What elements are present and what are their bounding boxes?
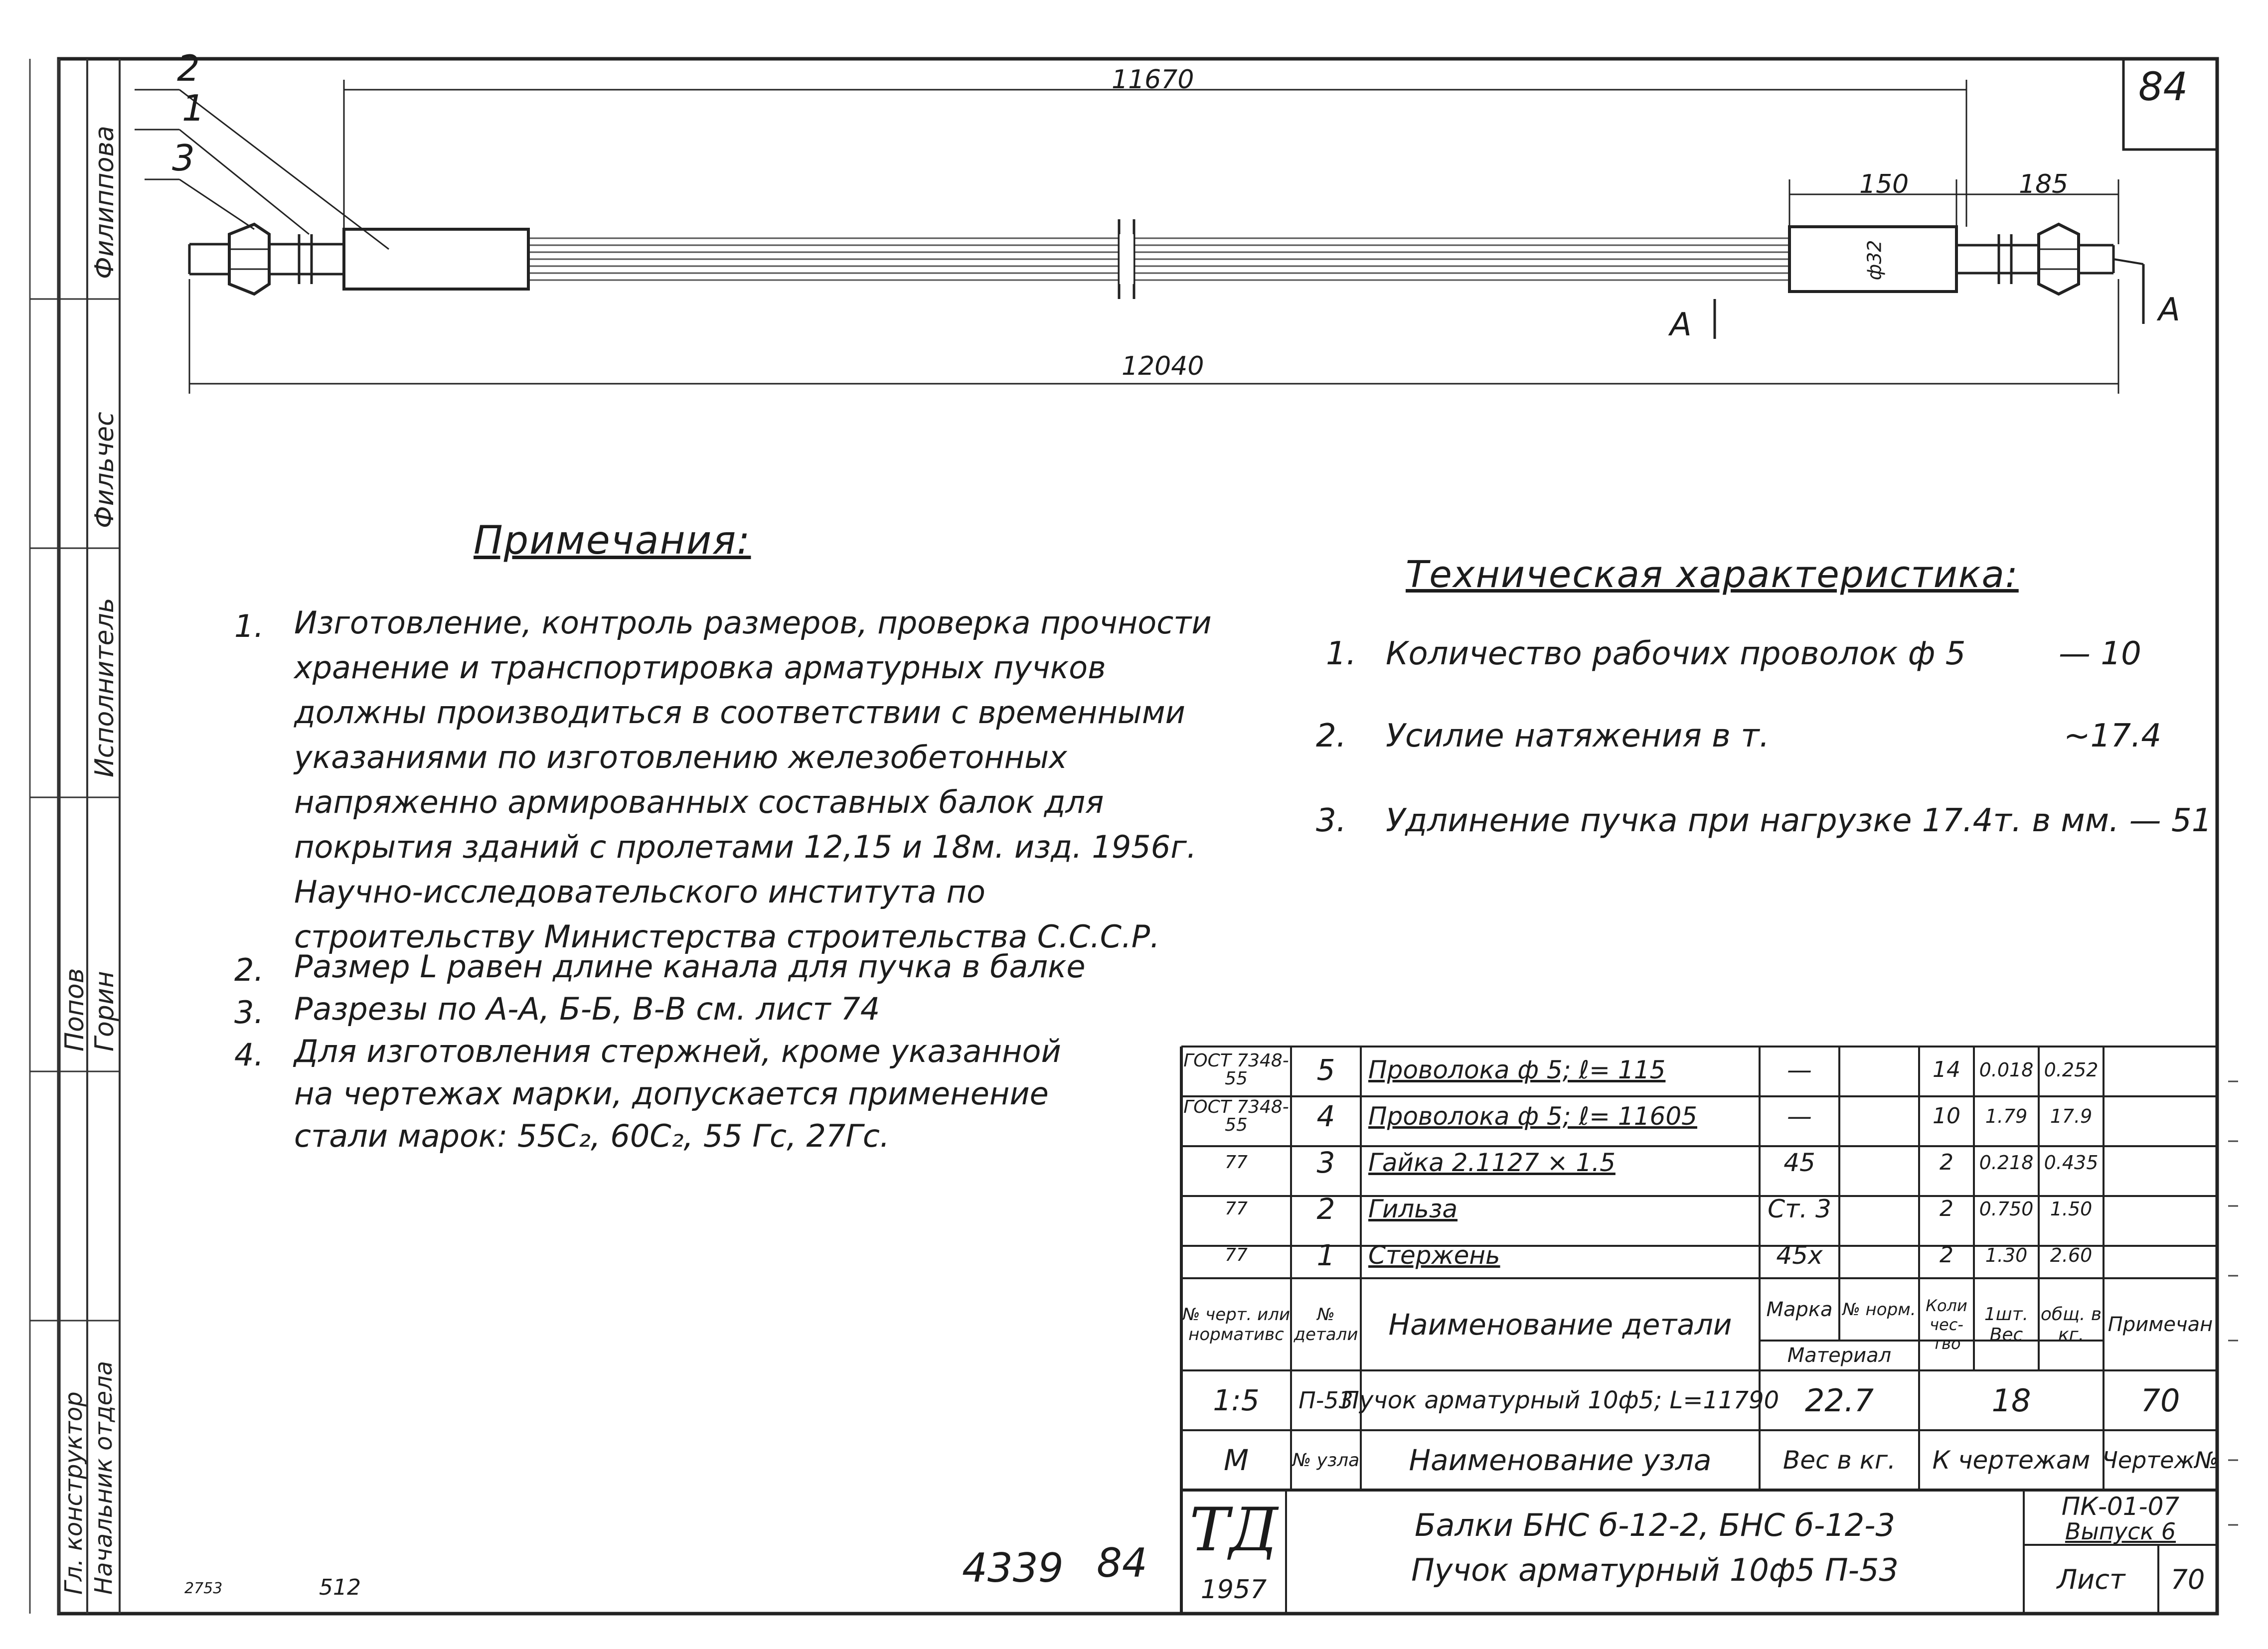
callout-3: 3: [172, 137, 195, 179]
callout-1: 1: [182, 87, 205, 129]
note-1-line-7: Научно-исследовательского института по: [294, 874, 985, 910]
tech-1-value: — 10: [2059, 635, 2141, 672]
note-1-line-3: должны производиться в соответствии с временными: [294, 694, 1185, 731]
asmh-drawing: Чертеж№: [2102, 1447, 2219, 1474]
asm-scale: 1:5: [1213, 1383, 1260, 1417]
spec-row-total: 0.252: [2044, 1058, 2099, 1081]
spec-row-pos: 1: [1316, 1238, 1335, 1272]
note-4-line-1: Для изготовления стержней, кроме указанной: [294, 1033, 1061, 1069]
asmh-weight: Вес в кг.: [1782, 1446, 1896, 1475]
hdr-unit: 1шт. Вес: [1984, 1304, 2029, 1345]
spec-row-mat: 45х: [1776, 1240, 1823, 1270]
spec-row-name: Проволока ф 5; ℓ= 11605: [1368, 1101, 1697, 1131]
hdr-name: Наименование детали: [1388, 1307, 1732, 1342]
note-1-line-5: напряженно армированных составных балок для: [294, 784, 1104, 820]
strip-role-3: Исполнитель: [90, 598, 120, 777]
asm-drawing: 70: [2140, 1382, 2180, 1419]
note-1-line-8: строительству Министерства строительства С.С.С.Р.: [294, 918, 1160, 955]
spec-row-name: Стержень: [1368, 1240, 1500, 1270]
dim-bottom: 12040: [1122, 351, 1204, 381]
tech-2-num: 2.: [1316, 718, 1347, 754]
spec-row-name: Гильза: [1368, 1194, 1458, 1223]
spec-row-unit: 1.30: [1985, 1244, 2028, 1266]
asmh-to-drawing: К чертежам: [1932, 1446, 2091, 1475]
spec-row-qty: 14: [1933, 1057, 1960, 1082]
strip-role-7: Начальник отдела: [90, 1360, 118, 1595]
asmh-scale: М: [1223, 1443, 1249, 1477]
title-year: 1957: [1200, 1575, 1267, 1605]
spec-row-mat: —: [1787, 1101, 1812, 1131]
spec-row-std: ГОСТ 7348-55: [1183, 1050, 1289, 1089]
spec-row-total: 0.435: [2044, 1151, 2099, 1174]
spec-row-unit: 0.750: [1979, 1198, 2034, 1220]
note-1-line-2: хранение и транспортировка арматурных пучков: [294, 649, 1106, 686]
strip-name-5: Горин: [90, 971, 120, 1051]
spec-row-total: 17.9: [2050, 1105, 2093, 1127]
spec-row-std: 77: [1225, 1244, 1248, 1265]
asm-weight: 22.7: [1804, 1382, 1874, 1419]
dim-diameter: ф32: [1863, 240, 1886, 281]
hdr-qty: Коли чес- тво: [1926, 1296, 1967, 1353]
spec-row-mat: Ст. 3: [1768, 1194, 1831, 1223]
spec-row-pos: 2: [1316, 1192, 1335, 1226]
spec-row-name: Гайка 2.1127 × 1.5: [1368, 1148, 1616, 1177]
sheet-number-top: 84: [2138, 65, 2188, 110]
note-4-line-2: на чертежах марки, допускается применение: [294, 1075, 1049, 1112]
note-1-line-1: Изготовление, контроль размеров, проверка прочности: [294, 604, 1212, 641]
title-series: ПК-01-07: [2061, 1492, 2180, 1521]
dim-150: 150: [1859, 169, 1909, 199]
asmh-name: Наименование узла: [1409, 1443, 1712, 1477]
bottom-tiny-mark: 2753: [184, 1580, 223, 1597]
spec-row-std: 77: [1225, 1198, 1248, 1219]
note-2-num: 2.: [234, 952, 264, 988]
strip-name-2: Фильчес: [90, 412, 120, 528]
note-1-line-4: указаниями по изготовлению железобетонных: [294, 739, 1067, 775]
note-1-line-6: покрытия зданий с пролетами 12,15 и 18м. изд. 1956г.: [294, 829, 1197, 865]
inventory-number-2: 84: [1097, 1540, 1147, 1586]
spec-row-unit: 0.218: [1979, 1151, 2034, 1174]
tech-1-text: Количество рабочих проволок ф 5: [1386, 635, 1966, 672]
spec-row-std: 77: [1225, 1152, 1248, 1173]
note-3-num: 3.: [234, 994, 264, 1031]
note-3-line-1: Разрезы по А-А, Б-Б, В-В см. лист 74: [294, 991, 880, 1027]
tech-3-text: Удлинение пучка при нагрузке 17.4т. в мм. — 51: [1386, 802, 2212, 839]
tech-1-num: 1.: [1326, 635, 1357, 672]
spec-row-std: ГОСТ 7348-55: [1183, 1096, 1289, 1135]
asmh-code: № узла: [1292, 1450, 1360, 1471]
asm-to-drawing: 18: [1991, 1382, 2031, 1419]
scratch-marks: [2228, 1081, 2238, 1525]
callout-2: 2: [177, 47, 200, 89]
hdr-std: № черт. или нормативс: [1182, 1304, 1291, 1345]
bottom-left-mark: 512: [319, 1575, 361, 1600]
dim-top: 11670: [1112, 65, 1194, 95]
inventory-number: 4339: [962, 1545, 1064, 1591]
note-2-line-1: Размер L равен длине канала для пучка в балке: [294, 948, 1086, 985]
hdr-material: Материал: [1787, 1344, 1892, 1367]
title-line-1: Балки БНС б-12-2, БНС б-12-3: [1415, 1506, 1895, 1543]
title-sheet-value: 70: [2170, 1563, 2205, 1595]
asm-name: Пучок арматурный 10ф5; L=11790: [1341, 1386, 1780, 1414]
tech-2-text: Усилие натяжения в т.: [1386, 718, 1770, 754]
tech-3-num: 3.: [1316, 802, 1347, 839]
spec-row-mat: —: [1787, 1055, 1812, 1084]
note-4-num: 4.: [234, 1037, 264, 1073]
strip-name-4: Попов: [60, 968, 90, 1051]
title-issue: Выпуск 6: [2065, 1517, 2176, 1545]
section-mark-left: А: [1670, 306, 1692, 343]
title-line-2: Пучок арматурный 10ф5 П-53: [1411, 1551, 1899, 1588]
spec-row-name: Проволока ф 5; ℓ= 115: [1368, 1055, 1666, 1084]
spec-row-mat: 45: [1783, 1148, 1815, 1177]
title-sheet-label: Лист: [2057, 1563, 2125, 1595]
hdr-note: Примечан: [2107, 1313, 2213, 1336]
spec-row-total: 1.50: [2050, 1198, 2093, 1220]
spec-row-total: 2.60: [2050, 1244, 2093, 1266]
spec-row-qty: 2: [1940, 1242, 1953, 1268]
hdr-total: общ. в кг.: [2040, 1304, 2102, 1345]
strip-name-1: Филиппова: [90, 126, 120, 279]
tech-2-value: ~17.4: [2064, 718, 2162, 754]
note-4-line-3: стали марок: 55С₂, 60С₂, 55 Гс, 27Гс.: [294, 1118, 890, 1154]
spec-row-pos: 3: [1316, 1145, 1335, 1180]
note-1-num: 1.: [234, 608, 264, 644]
rod-assembly: [189, 219, 2113, 299]
asm-code: П-53: [1298, 1387, 1353, 1414]
hdr-mark: Марка: [1766, 1298, 1833, 1321]
notes-title: Примечания:: [474, 518, 751, 563]
spec-row-unit: 1.79: [1985, 1105, 2028, 1127]
hdr-norm: № норм.: [1842, 1299, 1916, 1320]
spec-row-qty: 10: [1933, 1103, 1960, 1129]
dim-185: 185: [2019, 169, 2069, 199]
strip-role-6: Гл. конструктор: [60, 1391, 88, 1595]
spec-row-unit: 0.018: [1979, 1058, 2034, 1081]
spec-row-pos: 4: [1316, 1099, 1335, 1133]
spec-row-qty: 2: [1940, 1196, 1953, 1221]
hdr-pos: № детали: [1294, 1304, 1358, 1345]
spec-row-qty: 2: [1940, 1150, 1953, 1175]
tech-title: Техническая характеристика:: [1406, 553, 2019, 596]
section-mark-right: А: [2158, 292, 2180, 328]
spec-row-pos: 5: [1316, 1052, 1335, 1087]
title-logo: ТД: [1189, 1495, 1278, 1565]
